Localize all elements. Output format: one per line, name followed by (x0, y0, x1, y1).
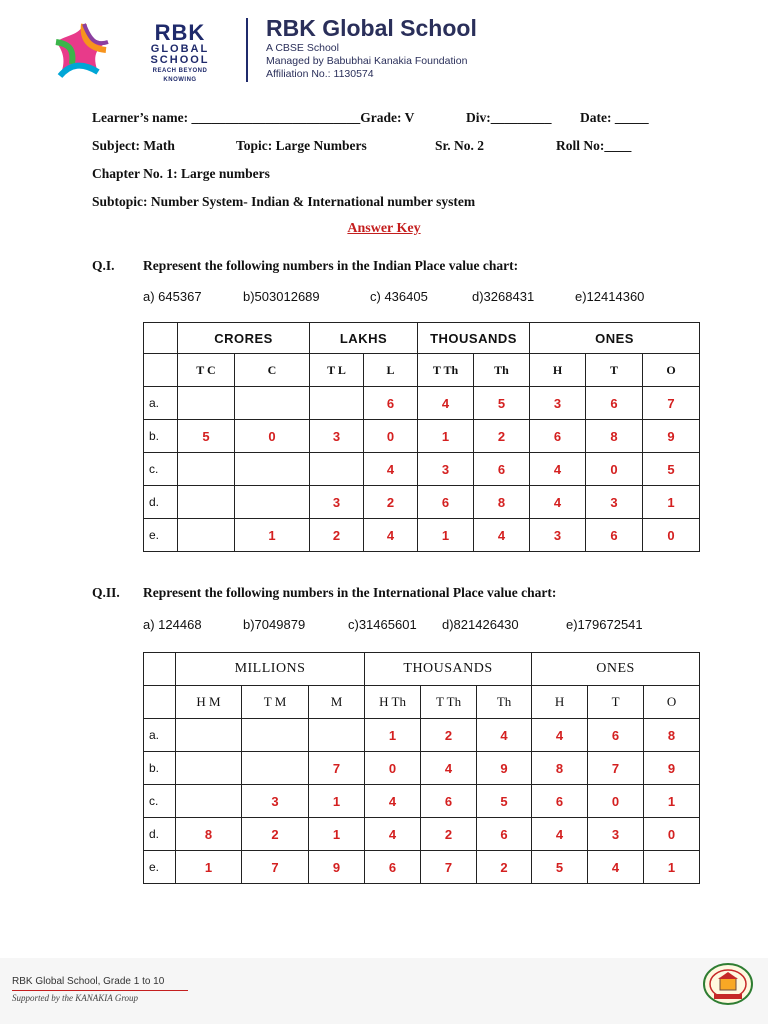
column-header: O (644, 686, 700, 719)
column-header: T Th (418, 354, 474, 387)
digit-cell: 6 (477, 818, 532, 851)
digit-cell (242, 719, 309, 752)
table-row (144, 519, 700, 552)
group-header-thousands: THOUSANDS (365, 653, 532, 686)
digit-cell: 9 (309, 851, 365, 884)
q2-question: Represent the following numbers in the International Place value chart: (143, 585, 557, 600)
digit-cell: 8 (644, 719, 700, 752)
digit-cell: 8 (474, 486, 530, 519)
q1-number-d: d)3268431 (472, 289, 535, 304)
digit-cell: 4 (532, 719, 588, 752)
digit-cell: 3 (418, 453, 474, 486)
column-header: T Th (421, 686, 477, 719)
column-header: T M (242, 686, 309, 719)
digit-cell: 1 (418, 519, 474, 552)
digit-cell: 3 (530, 519, 586, 552)
digit-cell: 0 (586, 453, 643, 486)
logo-line-2: GLOBAL (150, 43, 210, 55)
digit-cell: 9 (644, 752, 700, 785)
digit-cell: 6 (530, 420, 586, 453)
digit-cell: 3 (530, 387, 586, 420)
table-row (144, 752, 700, 785)
digit-cell: 5 (477, 785, 532, 818)
digit-cell: 1 (644, 785, 700, 818)
digit-cell: 5 (178, 420, 235, 453)
digit-cell: 7 (643, 387, 700, 420)
indian-place-value-table (143, 322, 700, 552)
row-label: d. (144, 818, 176, 851)
digit-cell: 4 (365, 818, 421, 851)
row-label: b. (144, 752, 176, 785)
digit-cell: 5 (643, 453, 700, 486)
column-header: Th (477, 686, 532, 719)
school-management: Managed by Babubhai Kanakia Foundation (266, 55, 468, 67)
digit-cell: 4 (530, 486, 586, 519)
row-label: a. (144, 387, 178, 420)
digit-cell (176, 785, 242, 818)
roll-no-field: Roll No:____ (556, 138, 632, 153)
digit-cell: 3 (586, 486, 643, 519)
digit-cell: 4 (364, 453, 418, 486)
group-header-millions: MILLIONS (176, 653, 365, 686)
column-header: H (532, 686, 588, 719)
digit-cell: 2 (242, 818, 309, 851)
row-label: b. (144, 420, 178, 453)
row-label: d. (144, 486, 178, 519)
column-header: H (530, 354, 586, 387)
q1-question: Represent the following numbers in the Indian Place value chart: (143, 258, 519, 273)
table-row (144, 818, 700, 851)
digit-cell: 6 (586, 519, 643, 552)
date-field: Date: _____ (580, 110, 649, 125)
q2-number-d: d)821426430 (442, 617, 519, 632)
row-label: e. (144, 851, 176, 884)
digit-cell (310, 387, 364, 420)
digit-cell: 7 (588, 752, 644, 785)
subject-field: Subject: Math (92, 138, 175, 153)
table-corner (144, 653, 176, 686)
school-board: A CBSE School (266, 42, 339, 54)
digit-cell: 0 (643, 519, 700, 552)
digit-cell: 5 (474, 387, 530, 420)
footer-supported-line: Supported by the KANAKIA Group (12, 993, 138, 1003)
digit-cell (178, 486, 235, 519)
school-affiliation: Affiliation No.: 1130574 (266, 68, 374, 80)
row-label: c. (144, 785, 176, 818)
footer-rule (12, 990, 188, 991)
chapter-field: Chapter No. 1: Large numbers (92, 166, 270, 181)
digit-cell: 3 (588, 818, 644, 851)
digit-cell: 0 (644, 818, 700, 851)
digit-cell: 0 (588, 785, 644, 818)
digit-cell: 1 (309, 818, 365, 851)
digit-cell: 4 (365, 785, 421, 818)
q1-number-c: c) 436405 (370, 289, 428, 304)
digit-cell: 1 (235, 519, 310, 552)
table-row (144, 420, 700, 453)
digit-cell: 1 (176, 851, 242, 884)
logo-line-3: SCHOOL (150, 54, 210, 66)
digit-cell: 7 (242, 851, 309, 884)
digit-cell: 6 (586, 387, 643, 420)
digit-cell (176, 752, 242, 785)
column-header: M (309, 686, 365, 719)
group-header-crores: CRORES (178, 323, 310, 354)
school-name: RBK Global School (266, 15, 477, 41)
footer-school-line: RBK Global School, Grade 1 to 10 (12, 976, 165, 987)
digit-cell: 0 (235, 420, 310, 453)
digit-cell (242, 752, 309, 785)
school-seal-icon (702, 962, 754, 1006)
digit-cell (235, 453, 310, 486)
column-header: T C (178, 354, 235, 387)
footer-band (0, 958, 768, 1024)
learner-name-field: Learner’s name: _________________________Grade: V (92, 110, 415, 125)
row-label: a. (144, 719, 176, 752)
digit-cell: 8 (176, 818, 242, 851)
digit-cell (235, 486, 310, 519)
table-row-label-empty (144, 354, 178, 387)
digit-cell: 9 (477, 752, 532, 785)
column-header: T (586, 354, 643, 387)
digit-cell: 3 (310, 420, 364, 453)
digit-cell: 0 (364, 420, 418, 453)
q2-number-c: c)31465601 (348, 617, 417, 632)
digit-cell: 4 (530, 453, 586, 486)
logo-line-1: RBK (154, 20, 206, 45)
column-header: L (364, 354, 418, 387)
digit-cell: 3 (242, 785, 309, 818)
q1-number-a: a) 645367 (143, 289, 202, 304)
digit-cell: 1 (365, 719, 421, 752)
digit-cell: 2 (477, 851, 532, 884)
div-field: Div:_________ (466, 110, 552, 125)
digit-cell (309, 719, 365, 752)
column-header: T L (310, 354, 364, 387)
digit-cell: 4 (418, 387, 474, 420)
group-header-ones: ONES (530, 323, 700, 354)
digit-cell: 1 (644, 851, 700, 884)
row-label: e. (144, 519, 178, 552)
digit-cell (178, 387, 235, 420)
q1-number-e: e)12414360 (575, 289, 645, 304)
row-label: c. (144, 453, 178, 486)
digit-cell: 6 (474, 453, 530, 486)
digit-cell (310, 453, 364, 486)
digit-cell: 6 (365, 851, 421, 884)
digit-cell: 6 (364, 387, 418, 420)
school-header (48, 14, 728, 84)
q1-number-b: b)503012689 (243, 289, 320, 304)
school-info (266, 14, 477, 81)
group-header-ones: ONES (532, 653, 700, 686)
digit-cell (235, 387, 310, 420)
q2-number: Q.II. (92, 585, 120, 600)
logo-tagline-2: KNOWING (163, 77, 197, 83)
answer-key-title: Answer Key (347, 221, 421, 236)
digit-cell: 2 (421, 719, 477, 752)
q2-number-e: e)179672541 (566, 617, 643, 632)
star-logo-icon (48, 20, 112, 80)
digit-cell: 4 (474, 519, 530, 552)
digit-cell: 7 (421, 851, 477, 884)
digit-cell: 4 (421, 752, 477, 785)
column-header: C (235, 354, 310, 387)
table-row (144, 851, 700, 884)
column-header: H M (176, 686, 242, 719)
logo-tagline-1: REACH BEYOND (152, 68, 208, 74)
digit-cell: 0 (365, 752, 421, 785)
international-place-value-table (143, 652, 700, 884)
digit-cell: 1 (309, 785, 365, 818)
column-header: O (643, 354, 700, 387)
digit-cell: 8 (586, 420, 643, 453)
digit-cell: 2 (421, 818, 477, 851)
sr-no-field: Sr. No. 2 (435, 138, 485, 153)
digit-cell (178, 519, 235, 552)
digit-cell: 1 (418, 420, 474, 453)
digit-cell: 4 (364, 519, 418, 552)
digit-cell: 2 (310, 519, 364, 552)
q2-number-b: b)7049879 (243, 617, 306, 632)
q1-number: Q.I. (92, 258, 115, 273)
table-row (144, 453, 700, 486)
digit-cell: 4 (588, 851, 644, 884)
q2-number-a: a) 124468 (143, 617, 202, 632)
digit-cell: 9 (643, 420, 700, 453)
digit-cell: 6 (532, 785, 588, 818)
digit-cell: 7 (309, 752, 365, 785)
column-header: H Th (365, 686, 421, 719)
digit-cell (178, 453, 235, 486)
table-row (144, 387, 700, 420)
digit-cell: 3 (310, 486, 364, 519)
table-row (144, 785, 700, 818)
group-header-thousands: THOUSANDS (418, 323, 530, 354)
digit-cell (176, 719, 242, 752)
digit-cell: 4 (477, 719, 532, 752)
digit-cell: 8 (532, 752, 588, 785)
table-row (144, 486, 700, 519)
logo-wordmark (120, 22, 240, 84)
digit-cell: 6 (588, 719, 644, 752)
digit-cell: 5 (532, 851, 588, 884)
group-header-lakhs: LAKHS (310, 323, 418, 354)
digit-cell: 2 (474, 420, 530, 453)
column-header: Th (474, 354, 530, 387)
digit-cell: 6 (421, 785, 477, 818)
digit-cell: 6 (418, 486, 474, 519)
column-header: T (588, 686, 644, 719)
subtopic-field: Subtopic: Number System- Indian & International number system (92, 194, 476, 209)
header-divider (246, 18, 248, 82)
table-corner (144, 323, 178, 354)
table-row-label-empty (144, 686, 176, 719)
digit-cell: 1 (643, 486, 700, 519)
table-row (144, 719, 700, 752)
digit-cell: 4 (532, 818, 588, 851)
digit-cell: 2 (364, 486, 418, 519)
topic-field: Topic: Large Numbers (236, 138, 367, 153)
